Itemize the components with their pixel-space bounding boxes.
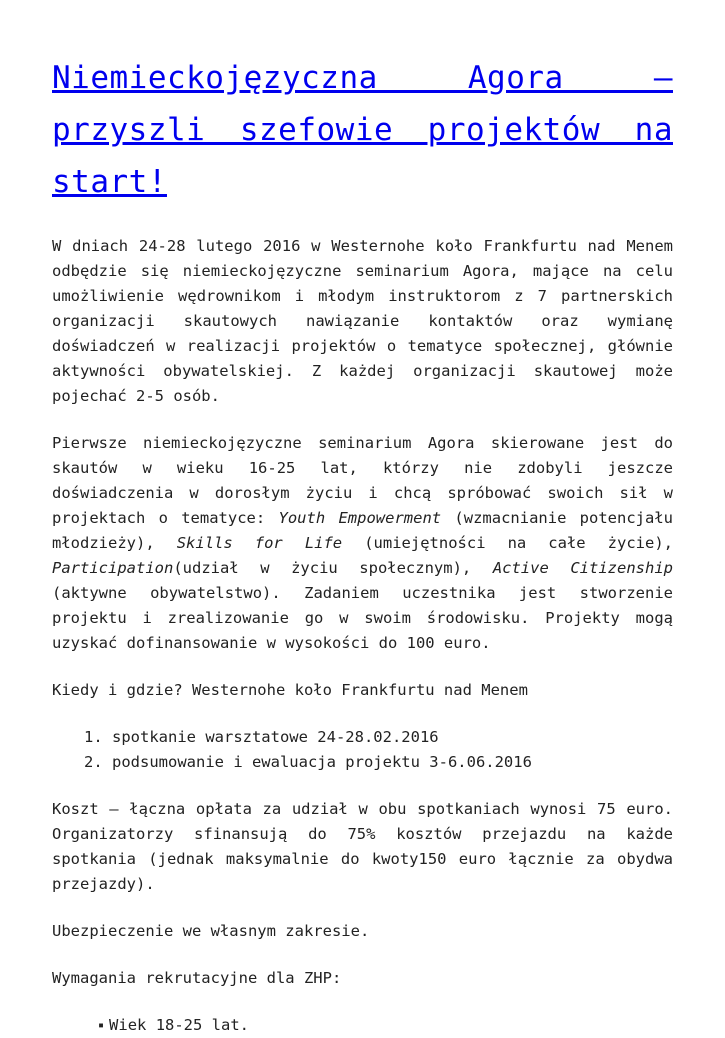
list-item: 1. spotkanie warsztatowe 24-28.02.2016	[112, 725, 673, 750]
requirements-list	[52, 1013, 673, 1038]
article-title	[52, 52, 673, 208]
emphasis-participation: Participation	[52, 559, 174, 577]
paragraph-seminar	[52, 431, 673, 656]
list-item: ▪ Wiek 18-25 lat.	[98, 1013, 673, 1038]
emphasis-youth-empowerment: Youth Empowerment	[278, 509, 442, 527]
paragraph-when-where: Kiedy i gdzie? Westernohe koło Frankfurtu nad Menem	[52, 681, 528, 699]
paragraph-requirements: Wymagania rekrutacyjne dla ZHP:	[52, 969, 342, 987]
paragraph-intro: W dniach 24-28 lutego 2016 w Westernohe koło Frankfurtu nad Menem odbędzie się niemieckojęzyczne seminarium Agora, mające na celu umożliwienie wędrownikom i młodym instruktorom z 7 partnerskich organizacji skautowych nawiązanie kontaktów oraz wymianę doświadczeń w realizacji projektów o tematyce społecznej, głównie aktywności obywatelskiej. Z każdej organizacji skautowej może pojechać 2-5 osób.	[52, 237, 673, 405]
paragraph-cost: Koszt – łączna opłata za udział w obu spotkaniach wynosi 75 euro. Organizatorzy sfinansują do 75% kosztów przejazdu na każde spotkania (jednak maksymalnie do kwoty150 euro łącznie za obydwa przejazdy).	[52, 800, 673, 893]
text-span: (udział w życiu społecznym),	[173, 559, 493, 577]
text-span: (umiejętności na całe życie),	[342, 534, 674, 552]
text-span: (aktywne obywatelstwo). Zadaniem uczestnika jest stworzenie projektu i zrealizowanie go w swoim środowisku. Projekty mogą uzyskać dofinansowanie w wysokości do 100 euro.	[52, 584, 673, 652]
emphasis-active-citizenship: Active Citizenship	[492, 559, 673, 577]
text-span: Pierwsze niemieckojęzyczne seminarium Agora skierowane jest do skautów w wieku 16-25 lat, którzy nie zdobyli jeszcze doświadczenia w dorosłym życiu i chcą spróbować swoich sił w projektach o tematyce:	[52, 434, 673, 527]
paragraph-insurance: Ubezpieczenie we własnym zakresie.	[52, 922, 370, 940]
schedule-list	[52, 725, 673, 775]
article-title-link[interactable]: Niemieckojęzyczna Agora – przyszli szefowie projektów na start!	[52, 60, 673, 200]
list-item: 2. podsumowanie i ewaluacja projektu 3-6.06.2016	[112, 750, 673, 775]
emphasis-skills-for-life: Skills for Life	[176, 534, 343, 552]
text-span: (wzmacnianie potencjału młodzieży),	[52, 509, 674, 552]
